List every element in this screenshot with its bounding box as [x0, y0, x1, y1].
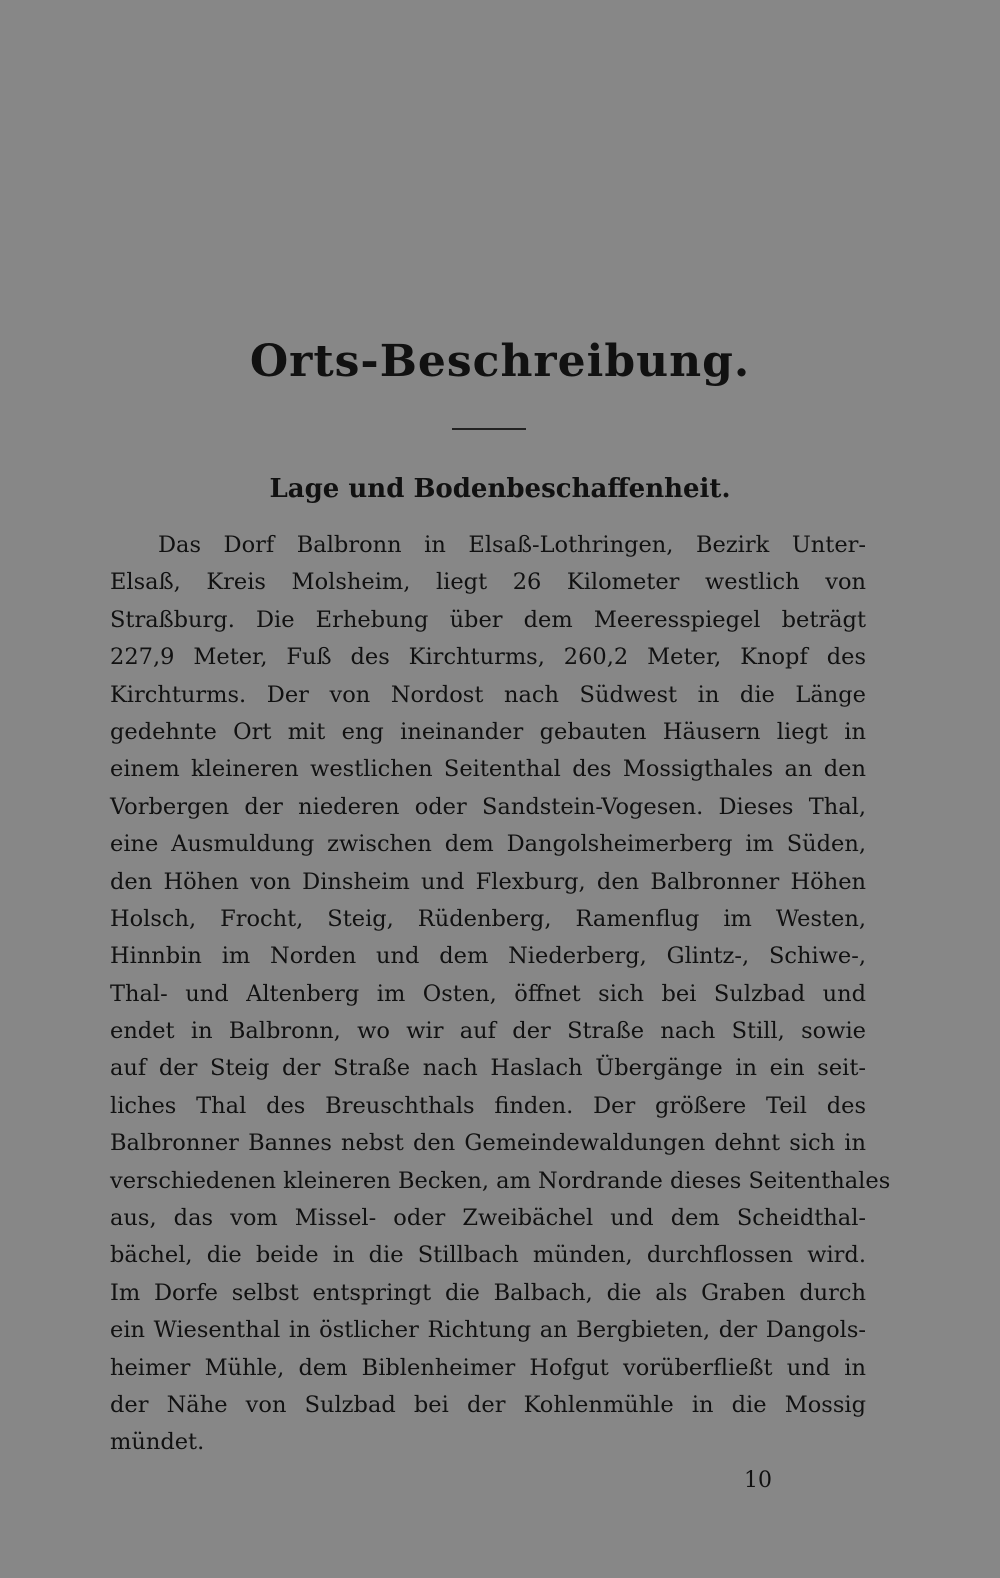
- text-line: liches Thal des Breuschthals finden. Der größere Teil des: [110, 1092, 866, 1119]
- text-line: Holsch, Frocht, Steig, Rüdenberg, Ramenflug im Westen,: [110, 905, 866, 932]
- section-heading: Lage und Bodenbeschaffenheit.: [269, 474, 731, 504]
- body-paragraph: [110, 527, 891, 1462]
- text-line: Das Dorf Balbronn in Elsaß-Lothringen, Bezirk Unter-: [158, 532, 866, 558]
- text-line: Kirchturms. Der von Nordost nach Südwest in die Länge: [110, 681, 866, 708]
- page-number: 10: [744, 1468, 772, 1493]
- text-line: Hinnbin im Norden und dem Niederberg, Glintz-, Schiwe-,: [110, 943, 866, 970]
- text-line: Balbronner Bannes nebst den Gemeindewaldungen dehnt sich in: [110, 1130, 866, 1157]
- text-line: Vorbergen der niederen oder Sandstein-Vogesen. Dieses Thal,: [110, 793, 866, 820]
- text-line: der Nähe von Sulzbad bei der Kohlenmühle in die Mossig: [110, 1391, 866, 1418]
- text-line: Thal- und Altenberg im Osten, öffnet sich bei Sulzbad und: [110, 980, 866, 1007]
- text-line: 227,9 Meter, Fuß des Kirchturms, 260,2 Meter, Knopf des: [110, 644, 866, 671]
- text-line: eine Ausmuldung zwischen dem Dangolsheimerberg im Süden,: [110, 831, 866, 858]
- text-line: mündet.: [110, 1429, 205, 1456]
- text-line: aus, das vom Missel- oder Zweibächel und dem Scheidthal-: [110, 1205, 866, 1232]
- text-line: endet in Balbronn, wo wir auf der Straße nach Still, sowie: [110, 1018, 866, 1045]
- text-line: Elsaß, Kreis Molsheim, liegt 26 Kilometer westlich von: [110, 569, 866, 596]
- text-line: auf der Steig der Straße nach Haslach Übergänge in ein seit-: [110, 1055, 866, 1082]
- text-line: den Höhen von Dinsheim und Flexburg, den Balbronner Höhen: [110, 868, 866, 895]
- text-line: ein Wiesenthal in östlicher Richtung an Bergbieten, der Dangols-: [110, 1317, 866, 1344]
- text-line: verschiedenen kleineren Becken, am Nordrande dieses Seitenthales: [110, 1167, 891, 1194]
- text-line: gedehnte Ort mit eng ineinander gebauten Häusern liegt in: [110, 718, 866, 745]
- text-line: heimer Mühle, dem Biblenheimer Hofgut vorüberfließt und in: [110, 1354, 866, 1381]
- title-divider: [452, 428, 526, 430]
- text-line: Straßburg. Die Erhebung über dem Meeresspiegel beträgt: [110, 606, 866, 633]
- page-title: Orts-Beschreibung.: [249, 336, 751, 387]
- text-line: bächel, die beide in die Stillbach münden, durchflossen wird.: [110, 1242, 866, 1269]
- text-line: Im Dorfe selbst entspringt die Balbach, die als Graben durch: [110, 1279, 866, 1306]
- text-line: einem kleineren westlichen Seitenthal des Mossigthales an den: [110, 756, 866, 783]
